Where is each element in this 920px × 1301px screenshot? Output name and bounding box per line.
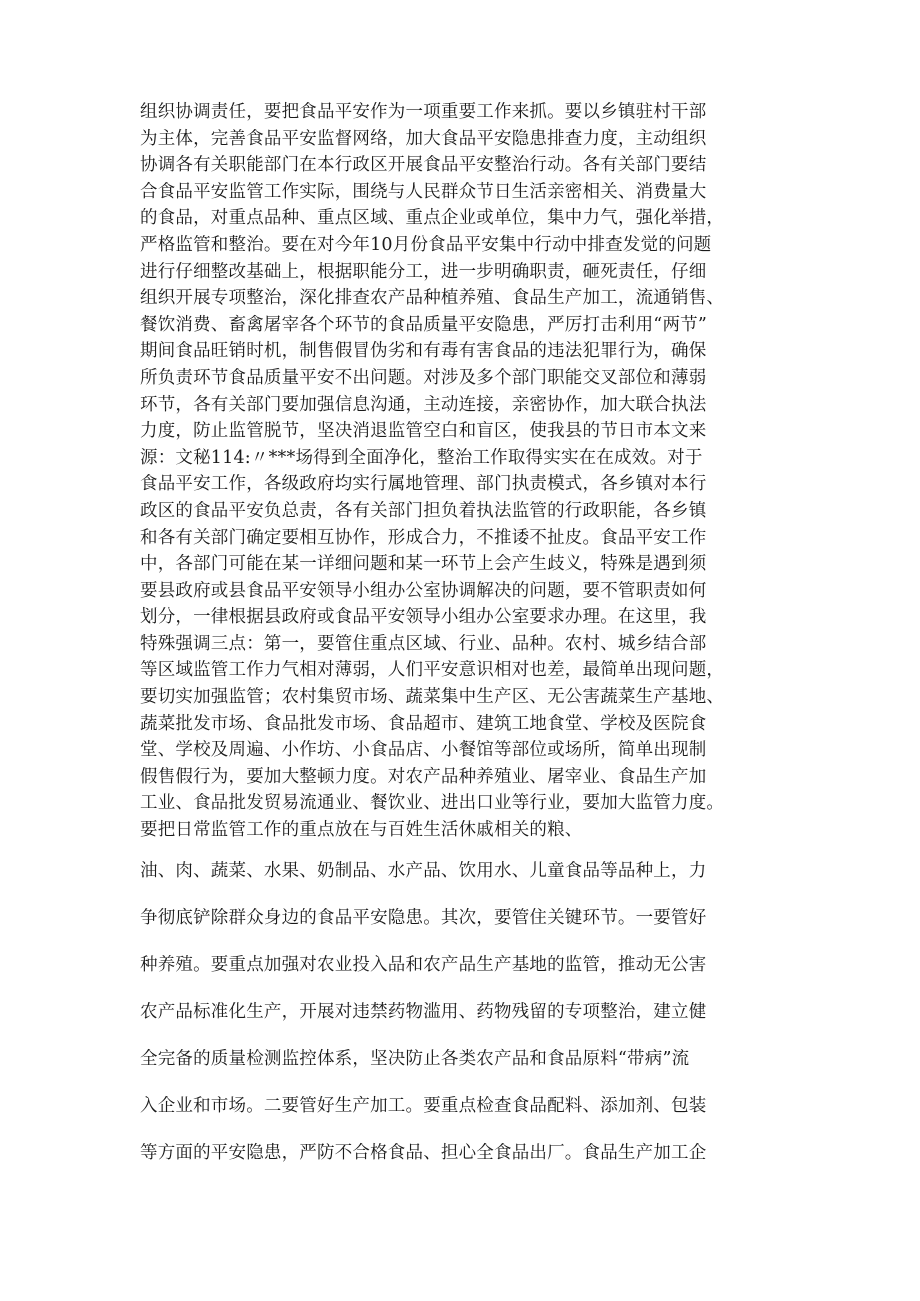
text-line: 要县政府或县食品平安领导小组办公室协调解决的问题，要不管职责如何 bbox=[140, 580, 707, 601]
text-line: 进行仔细整改基础上，根据职能分工，进一步明确职责，砸死责任，仔细 bbox=[140, 261, 707, 282]
text-line: 环节，各有关部门要加强信息沟通，主动连接，亲密协作，加大联合执法 bbox=[140, 394, 707, 415]
text-line: 农产品标准化生产，开展对违禁药物滥用、药物残留的专项整治，建立健 bbox=[140, 1002, 707, 1022]
text-line: 力度，防止监管脱节，坚决消退监管空白和盲区，使我县的节日市本文来 bbox=[140, 421, 707, 442]
text-line: 划分，一律根据县政府或食品平安领导小组办公室要求办理。在这里，我 bbox=[140, 607, 707, 628]
spaced-paragraph bbox=[140, 848, 800, 1177]
text-line: 组织协调责任，要把食品平安作为一项重要工作来抓。要以乡镇驻村干部 bbox=[140, 102, 707, 122]
text-line: 种养殖。要重点加强对农业投入品和农产品生产基地的监管，推动无公害 bbox=[140, 955, 707, 975]
dense-paragraph bbox=[140, 99, 800, 844]
text-line: 等方面的平安隐患，严防不合格食品、担心全食品出厂。食品生产加工企 bbox=[140, 1143, 707, 1163]
text-line: 源：文秘114:〃***场得到全面净化，整治工作取得实实在在成效。对于 bbox=[140, 447, 703, 468]
text-line: 蔬菜批发市场、食品批发市场、食品超市、建筑工地食堂、学校及医院食 bbox=[140, 713, 707, 734]
text-line: 堂、学校及周遍、小作坊、小食品店、小餐馆等部位或场所，简单出现制 bbox=[140, 740, 707, 761]
text-line: 特殊强调三点：第一，要管住重点区域、行业、品种。农村、城乡结合部 bbox=[140, 633, 707, 654]
text-line: 等区域监管工作力气相对薄弱，人们平安意识相对也差，最简单出现问题， bbox=[140, 660, 725, 681]
text-line: 工业、食品批发贸易流通业、餐饮业、进出口业等行业，要加大监管力度。 bbox=[140, 793, 725, 814]
text-line: 争彻底铲除群众身边的食品平安隐患。其次，要管住关键环节。一要管好 bbox=[140, 908, 707, 928]
text-line: 全完备的质量检测监控体系，坚决防止各类农产品和食品原料“带病”流 bbox=[140, 1049, 690, 1069]
text-line: 餐饮消费、畜禽屠宰各个环节的食品质量平安隐患，严厉打击利用“两节” bbox=[140, 314, 707, 335]
text-line: 合食品平安监管工作实际，围绕与人民群众节日生活亲密相关、消费量大 bbox=[140, 181, 707, 202]
text-line: 和各有关部门确定要相互协作，形成合力，不推诿不扯皮。食品平安工作 bbox=[140, 527, 707, 548]
text-line: 所负责环节食品质量平安不出问题。对涉及多个部门职能交叉部位和薄弱 bbox=[140, 367, 707, 388]
text-line: 组织开展专项整治，深化排查农产品种植养殖、食品生产加工，流通销售、 bbox=[140, 288, 725, 309]
text-line: 严格监管和整治。要在对今年10月份食品平安集中行动中排查发觉的问题 bbox=[140, 234, 712, 255]
text-line: 入企业和市场。二要管好生产加工。要重点检查食品配料、添加剂、包装 bbox=[140, 1096, 707, 1116]
text-line: 期间食品旺销时机，制售假冒伪劣和有毒有害食品的违法犯罪行为，确保 bbox=[140, 341, 707, 362]
text-line: 食品平安工作，各级政府均实行属地管理、部门执责模式，各乡镇对本行 bbox=[140, 474, 707, 495]
text-line: 为主体，完善食品平安监督网络，加大食品平安隐患排查力度，主动组织 bbox=[140, 128, 707, 149]
text-line: 政区的食品平安负总责，各有关部门担负着执法监管的行政职能，各乡镇 bbox=[140, 500, 707, 521]
text-line: 协调各有关职能部门在本行政区开展食品平安整治行动。各有关部门要结 bbox=[140, 155, 707, 176]
text-line: 假售假行为，要加大整顿力度。对农产品种养殖业、屠宰业、食品生产加 bbox=[140, 766, 707, 787]
text-line: 要切实加强监管；农村集贸市场、蔬菜集中生产区、无公害蔬菜生产基地、 bbox=[140, 687, 725, 708]
text-line: 的食品，对重点品种、重点区域、重点企业或单位，集中力气，强化举措， bbox=[140, 208, 725, 229]
text-line: 油、肉、蔬菜、水果、奶制品、水产品、饮用水、儿童食品等品种上，力 bbox=[140, 861, 707, 881]
text-line: 要把日常监管工作的重点放在与百姓生活休戚相关的粮、 bbox=[140, 820, 583, 841]
text-line: 中，各部门可能在某一详细问题和某一环节上会产生歧义，特殊是遇到须 bbox=[140, 554, 707, 575]
